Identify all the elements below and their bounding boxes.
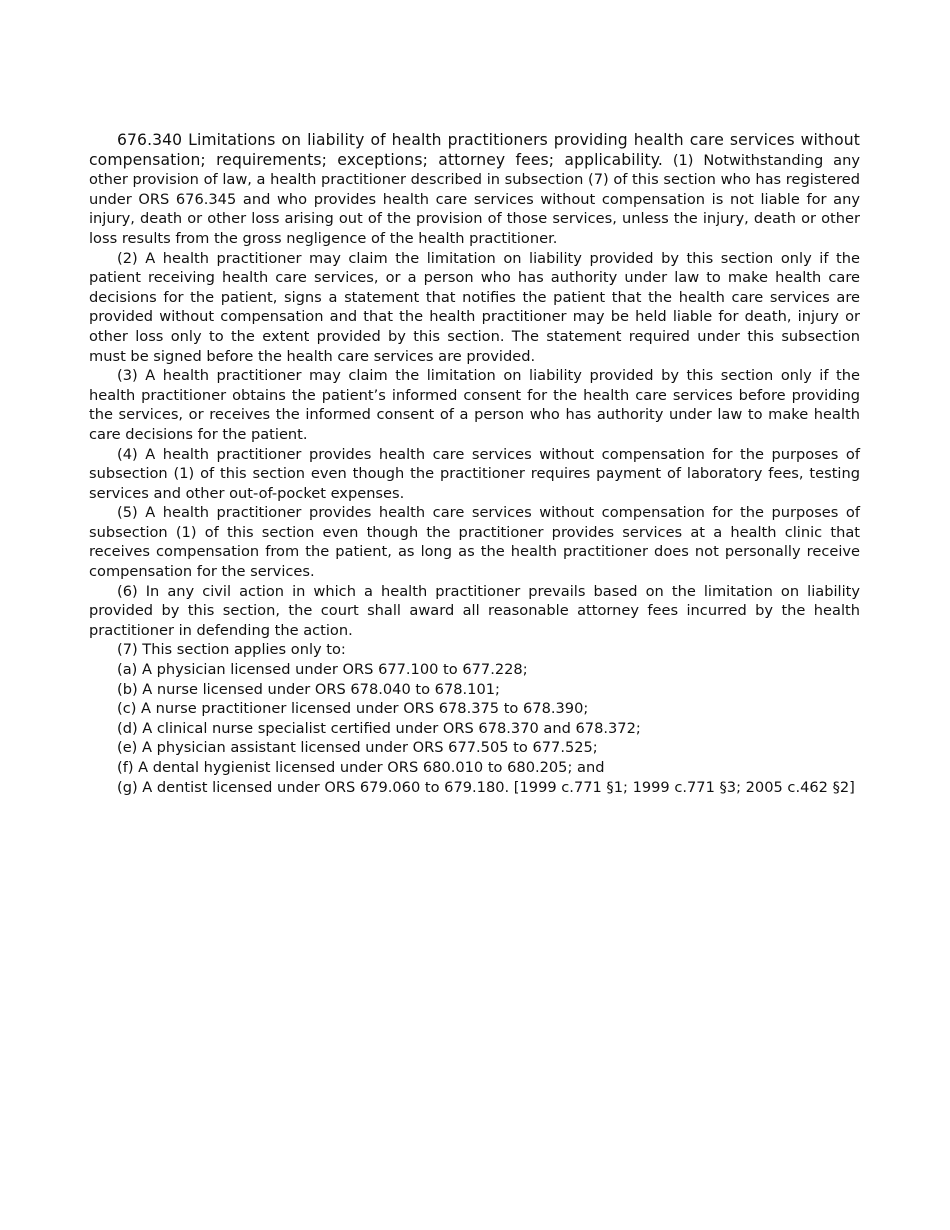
list-item-f: (f) A dental hygienist licensed under ORS 680.010 to 680.205; and — [117, 759, 605, 776]
subsection-6: (6) In any civil action in which a health practitioner prevails based on the limitation on liability provided by this section, the court shall award all reasonable attorney fees incurred by the health practitioner in defending the action. — [89, 582, 860, 639]
list-item-b: (b) A nurse licensed under ORS 678.040 to 678.101; — [117, 680, 500, 698]
subsection-4: (4) A health practitioner provides health care services without compensation for the purposes of subsection (1) of this section even though the practitioner requires payment of laboratory fees, testing services and other out-of-pocket expenses. — [89, 445, 860, 502]
subsection-7: (7) This section applies only to: — [117, 641, 346, 659]
list-item-e: (e) A physician assistant licensed under ORS 677.505 to 677.525; — [117, 739, 598, 757]
list-item-a: (a) A physician licensed under ORS 677.100 to 677.228; — [117, 661, 528, 679]
list-item-c: (c) A nurse practitioner licensed under ORS 678.375 to 678.390; — [117, 700, 589, 718]
section-heading: 676.340 Limitations on liability of health practitioners providing health care services without compensation; requirements; exceptions; attorney fees; applicability. — [89, 131, 860, 169]
list-item-d: (d) A clinical nurse specialist certified under ORS 678.370 and 678.372; — [117, 719, 641, 737]
subsection-3: (3) A health practitioner may claim the limitation on liability provided by this section only if the health practitioner obtains the patient’s informed consent for the health care services before providing the services, or receives the informed consent of a person who has authority under law to make health care decisions for the patient. — [89, 367, 860, 443]
section-intro-text: (1) Notwithstanding any other provision of law, a health practitioner described in subsection (7) of this section who has registered under ORS 676.345 and who provides health care services without compensation is not liable for any injury, death or other loss arising out of the provision of those services, unless the injury, death or other loss results from the gross negligence of the health practitioner. — [89, 151, 860, 247]
subsection-5: (5) A health practitioner provides health care services without compensation for the purposes of subsection (1) of this section even though the practitioner provides services at a health clinic that receives compensation from the patient, as long as the health practitioner does not personally receive compensation for the services. — [89, 504, 860, 581]
section-paragraph-1 — [89, 131, 860, 249]
subsection-2: (2) A health practitioner may claim the limitation on liability provided by this section only if the patient receiving health care services, or a person who has authority under law to make health care decisions for the patient, signs a statement that notifies the patient that the health care services are provided without compensation and that the health practitioner may be held liable for death, injury or other loss only to the extent provided by this section. The statement required under this subsection must be signed before the health care services are provided. — [89, 249, 860, 365]
list-item-g: (g) A dentist licensed under ORS 679.060 to 679.180. [1999 c.771 §1; 1999 c.771 §3; 2005 c.462 §2] — [117, 778, 855, 796]
document-page — [89, 131, 860, 797]
